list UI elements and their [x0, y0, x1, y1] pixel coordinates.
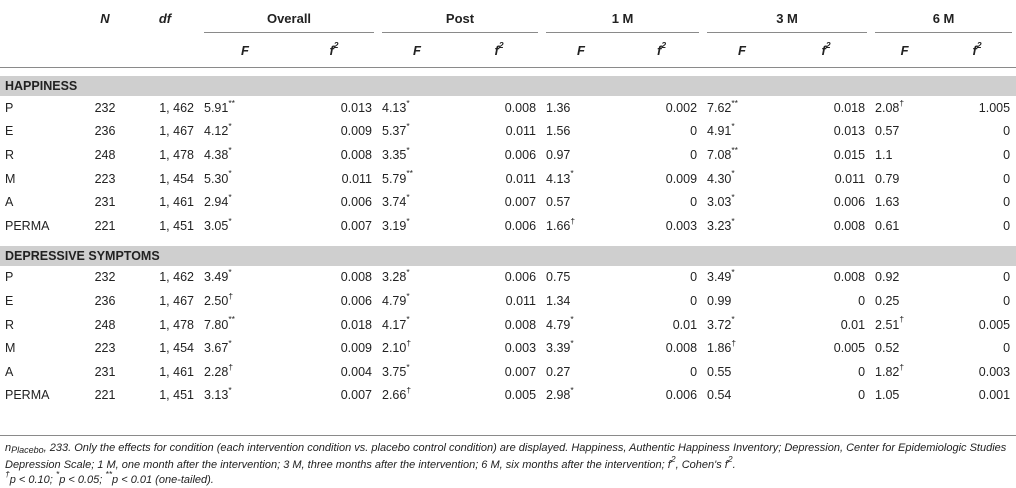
significance-marker: *	[570, 314, 574, 325]
table-row	[0, 120, 1016, 144]
cell-f2: 0.006	[340, 293, 372, 308]
cell-n: 221	[94, 388, 116, 403]
table-row	[0, 384, 1016, 408]
cell-f2: 0.009	[665, 171, 698, 186]
cell-f2: 0	[858, 293, 866, 308]
cell-f2: 0	[1003, 341, 1011, 356]
cell-f2: 0.006	[833, 195, 866, 210]
significance-marker: †	[899, 97, 905, 108]
cell-f: 3.35*	[382, 144, 410, 162]
header-6m: 6 M	[871, 3, 1016, 33]
superscript-2: 2	[976, 40, 982, 51]
cell-f2: 0.009	[340, 341, 372, 356]
cell-f: 2.08†	[875, 97, 905, 115]
footnote-line-1	[5, 441, 1011, 473]
header-post: Post	[378, 3, 542, 33]
cell-f: 0.61	[875, 218, 900, 233]
cell-f2: 0.006	[504, 218, 537, 233]
cell-df: 1, 461	[159, 364, 194, 379]
cell-df: 1, 462	[159, 100, 194, 115]
significance-marker: *	[570, 168, 574, 179]
significance-marker: *	[731, 192, 735, 203]
cell-f: 0.54	[707, 388, 732, 403]
header-sub-empty	[0, 33, 80, 68]
table-row	[0, 214, 1016, 238]
header-f: F	[200, 33, 290, 68]
significance-marker: *	[228, 144, 232, 155]
cell-f: 4.17*	[382, 314, 410, 332]
cell-f: 0.92	[875, 270, 900, 285]
cell-f2: 0.011	[341, 171, 372, 186]
footnote-pvalue-text: p < 0.01 (one-tailed).	[112, 474, 214, 486]
cell-f2: 0.01	[672, 317, 698, 332]
cell-f2: 0	[1003, 218, 1011, 233]
row-label: P	[5, 100, 14, 115]
header-f2: $f^2$	[938, 33, 1016, 68]
cell-f: 3.67*	[204, 337, 232, 356]
row-label: M	[5, 341, 16, 356]
cell-f: 1.86†	[707, 337, 737, 356]
section-header	[0, 246, 1016, 266]
cell-f: 0.97	[546, 147, 571, 162]
significance-marker: *	[731, 267, 735, 278]
cell-df: 1, 451	[159, 218, 194, 233]
spacer-cell	[0, 68, 1016, 77]
significance-marker: †	[570, 215, 576, 226]
header-row-groups	[0, 3, 1016, 33]
cell-f: 4.91*	[707, 121, 735, 139]
cell-f2: 0.005	[978, 317, 1011, 332]
header-3m: 3 M	[703, 3, 871, 33]
cell-f: 3.72*	[707, 314, 735, 332]
cell-f2: 0.013	[340, 100, 372, 115]
cell-f: 3.49*	[204, 267, 232, 285]
cell-f2: 1.005	[978, 100, 1011, 115]
row-label: R	[5, 317, 15, 332]
header-f: F	[378, 33, 456, 68]
significance-marker: *	[731, 314, 735, 325]
section-spacer	[0, 68, 1016, 77]
cell-f2: 0.006	[665, 388, 698, 403]
cell-f2: 0.018	[833, 100, 866, 115]
significance-marker: *	[228, 192, 232, 203]
cell-df: 1, 454	[159, 171, 194, 186]
cell-n: 236	[94, 124, 116, 139]
superscript-2: 2	[661, 40, 667, 51]
double-star-symbol: **	[105, 469, 113, 480]
cell-f2: 0	[690, 124, 698, 139]
significance-marker: *	[228, 168, 232, 179]
cell-f: 7.62**	[707, 97, 738, 115]
star-symbol: *	[55, 469, 60, 480]
cell-f: 1.34	[546, 293, 571, 308]
header-f: F	[703, 33, 781, 68]
row-label: E	[5, 293, 14, 308]
cell-f: 0.79	[875, 171, 900, 186]
cell-f: 4.79*	[382, 290, 410, 308]
cell-f: 4.30*	[707, 168, 735, 186]
footnote-text: , 233. Only the effects for condition (each intervention condition vs. placebo control condition) are displayed. Happiness, Authentic Happiness Inventory; Depression, Center for Epidemiologic Studies Depression Scale; 1 M, one month after the intervention; 3 M, three months after the intervention; 6 M, six months after the intervention; f	[5, 442, 1007, 471]
footnote-text-mid: , Cohen's f	[675, 459, 728, 471]
table-row	[0, 266, 1016, 290]
cell-f: 4.38*	[204, 144, 232, 162]
cell-f2: 0.008	[340, 147, 372, 162]
header-f2: $f^2$	[781, 33, 871, 68]
significance-marker: †	[731, 337, 737, 348]
footnote-n: n	[5, 442, 12, 454]
significance-marker: *	[228, 385, 232, 396]
significance-marker: *	[228, 215, 232, 226]
cell-df: 1, 478	[159, 147, 194, 162]
cell-f: 4.79*	[546, 314, 574, 332]
cell-f: 4.12*	[204, 121, 232, 139]
cell-f2: 0.007	[504, 195, 537, 210]
table-bottom-rule	[0, 435, 1016, 436]
header-df: df	[158, 10, 172, 26]
cell-n: 248	[94, 147, 116, 162]
cell-f2: 0.008	[504, 317, 537, 332]
cell-f2: 0	[1003, 293, 1011, 308]
cell-f2: 0.005	[833, 341, 866, 356]
cell-f: 0.27	[546, 364, 571, 379]
cell-f: 3.19*	[382, 215, 410, 233]
cell-f: 4.13*	[546, 168, 574, 186]
significance-marker: *	[731, 215, 735, 226]
cell-f2: 0.008	[504, 100, 537, 115]
cell-n: 248	[94, 317, 116, 332]
table-row	[0, 167, 1016, 191]
table-row	[0, 96, 1016, 120]
header-f2: $f^2$	[290, 33, 378, 68]
cell-f2: 0.006	[504, 147, 537, 162]
cell-f2: 0	[690, 270, 698, 285]
significance-marker: *	[731, 168, 735, 179]
significance-marker: *	[570, 385, 574, 396]
cell-f2: 0.006	[504, 270, 537, 285]
significance-marker: *	[406, 361, 410, 372]
header-n: N	[100, 10, 110, 26]
header-empty	[0, 3, 80, 33]
significance-marker: *	[406, 144, 410, 155]
spacer-cell	[0, 238, 1016, 246]
significance-marker: †	[228, 290, 234, 301]
cell-f: 3.28*	[382, 267, 410, 285]
significance-marker: *	[406, 121, 410, 132]
cell-f2: 0.011	[505, 171, 537, 186]
cell-f: 0.75	[546, 270, 571, 285]
cell-f2: 0.001	[978, 388, 1011, 403]
cell-df: 1, 467	[159, 293, 194, 308]
row-label: PERMA	[5, 388, 50, 403]
significance-marker: †	[899, 361, 905, 372]
cell-f: 1.82†	[875, 361, 905, 379]
significance-marker: †	[228, 361, 234, 372]
cell-n: 221	[94, 218, 116, 233]
superscript-2: 2	[498, 40, 504, 51]
table-body	[0, 68, 1016, 408]
cell-f: 7.08**	[707, 144, 738, 162]
table-row	[0, 143, 1016, 167]
cell-n: 223	[94, 341, 116, 356]
cell-f2: 0.005	[504, 388, 537, 403]
cell-n: 232	[94, 270, 116, 285]
cell-f2: 0.003	[978, 364, 1011, 379]
cell-f: 3.13*	[204, 385, 232, 403]
cell-f2: 0	[1003, 124, 1011, 139]
cell-df: 1, 461	[159, 195, 194, 210]
cell-f2: 0	[690, 195, 698, 210]
footnote-pvalue-text: p < 0.05;	[59, 474, 106, 486]
cell-f2: 0	[690, 364, 698, 379]
cell-f2: 0	[1003, 195, 1011, 210]
cell-f2: 0.008	[833, 218, 866, 233]
cell-f2: 0.007	[504, 364, 537, 379]
header-f2: $f^2$	[620, 33, 703, 68]
cell-f: 2.10†	[382, 337, 412, 356]
significance-marker: *	[406, 97, 410, 108]
row-label: M	[5, 171, 16, 186]
cell-n: 232	[94, 100, 116, 115]
significance-marker: †	[899, 314, 905, 325]
cell-f2: 0.008	[665, 341, 698, 356]
cell-f: 4.13*	[382, 97, 410, 115]
cell-f: 3.03*	[707, 192, 735, 210]
cell-f2: 0	[1003, 270, 1011, 285]
cell-f2: 0.009	[340, 124, 372, 139]
significance-marker: **	[228, 97, 235, 108]
table-row	[0, 360, 1016, 384]
cell-f2: 0	[690, 147, 698, 162]
table-row	[0, 313, 1016, 337]
header-f: F	[871, 33, 938, 68]
cell-f2: 0.007	[340, 218, 372, 233]
cell-f2: 0	[690, 293, 698, 308]
cell-f2: 0.007	[340, 388, 372, 403]
cell-f2: 0.002	[665, 100, 698, 115]
significance-marker: *	[406, 314, 410, 325]
cell-f2: 0.01	[840, 317, 866, 332]
cell-f: 5.30*	[204, 168, 232, 186]
cell-f2: 0	[858, 364, 866, 379]
cell-f: 0.25	[875, 293, 900, 308]
results-table	[0, 3, 1016, 407]
cell-f: 1.36	[546, 100, 571, 115]
cell-f2: 0.004	[340, 364, 372, 379]
cell-f: 3.39*	[546, 337, 574, 356]
cell-f: 1.63	[875, 195, 900, 210]
cell-f: 0.57	[875, 124, 900, 139]
table-row	[0, 190, 1016, 214]
row-label: PERMA	[5, 218, 50, 233]
cell-f2: 0	[1003, 147, 1011, 162]
cell-f: 2.66†	[382, 385, 412, 403]
cell-f: 2.51†	[875, 314, 905, 332]
row-label: A	[5, 195, 14, 210]
cell-f2: 0.013	[833, 124, 866, 139]
section-header	[0, 76, 1016, 96]
footnote-line-2	[5, 469, 1011, 488]
cell-n: 231	[94, 195, 116, 210]
significance-marker: *	[406, 267, 410, 278]
table-footnote	[5, 441, 1011, 488]
row-label: E	[5, 124, 14, 139]
cell-f: 3.75*	[382, 361, 410, 379]
cell-f2: 0.008	[833, 270, 866, 285]
footnote-n-subscript: Placebo	[11, 445, 44, 455]
section-spacer	[0, 238, 1016, 246]
cell-f2: 0.015	[833, 147, 866, 162]
significance-marker: †	[406, 385, 412, 396]
cell-n: 231	[94, 364, 116, 379]
cell-f: 7.80**	[204, 314, 235, 332]
cell-df: 1, 478	[159, 317, 194, 332]
cell-f: 1.56	[546, 124, 571, 139]
header-sub-empty	[80, 33, 130, 68]
superscript-2: 2	[333, 40, 339, 51]
cell-f2: 0.018	[340, 317, 372, 332]
cell-f2: 0.003	[665, 218, 698, 233]
table-row	[0, 289, 1016, 313]
significance-marker: *	[406, 192, 410, 203]
cell-n: 236	[94, 293, 116, 308]
row-label: P	[5, 270, 14, 285]
cell-f: 5.91**	[204, 97, 235, 115]
cell-f: 3.23*	[707, 215, 735, 233]
cell-f: 5.79**	[382, 168, 413, 186]
cell-f: 2.98*	[546, 385, 574, 403]
significance-marker: *	[228, 337, 232, 348]
table-row	[0, 336, 1016, 360]
cell-f: 1.05	[875, 388, 900, 403]
cell-df: 1, 451	[159, 388, 194, 403]
cell-f2: 0	[1003, 171, 1011, 186]
cell-f: 3.74*	[382, 192, 410, 210]
cell-df: 1, 467	[159, 124, 194, 139]
cell-f: 3.05*	[204, 215, 232, 233]
header-row-stats	[0, 33, 1016, 68]
cell-f2: 0.011	[834, 171, 866, 186]
footnote-text-end: .	[732, 459, 736, 471]
row-label: R	[5, 147, 15, 162]
dagger-symbol: †	[5, 469, 10, 480]
significance-marker: *	[406, 215, 410, 226]
cell-df: 1, 454	[159, 341, 194, 356]
cell-f2: 0.006	[340, 195, 372, 210]
section-title: HAPPINESS	[0, 76, 1016, 96]
cell-f: 0.52	[875, 341, 900, 356]
cell-f: 0.55	[707, 364, 732, 379]
cell-f: 2.94*	[204, 192, 232, 210]
section-title: DEPRESSIVE SYMPTOMS	[0, 246, 1016, 266]
footnote-sup: 2	[670, 454, 676, 465]
header-f2: $f^2$	[456, 33, 542, 68]
cell-f2: 0.008	[340, 270, 372, 285]
significance-marker: *	[228, 121, 232, 132]
significance-marker: *	[228, 267, 232, 278]
cell-f: 0.99	[707, 293, 732, 308]
significance-marker: **	[406, 168, 413, 179]
significance-marker: *	[731, 121, 735, 132]
cell-f: 3.49*	[707, 267, 735, 285]
significance-marker: **	[731, 97, 738, 108]
significance-marker: †	[406, 337, 412, 348]
superscript-2: 2	[825, 40, 831, 51]
significance-marker: *	[406, 290, 410, 301]
row-label: A	[5, 364, 14, 379]
cell-f: 5.37*	[382, 121, 410, 139]
cell-f: 1.66†	[546, 215, 576, 233]
cell-f: 2.28†	[204, 361, 234, 379]
header-sub-empty	[130, 33, 200, 68]
cell-f: 1.1	[875, 147, 893, 162]
cell-f2: 0	[858, 388, 866, 403]
cell-df: 1, 462	[159, 270, 194, 285]
significance-marker: **	[228, 314, 235, 325]
header-overall: Overall	[200, 3, 378, 33]
header-1m: 1 M	[542, 3, 703, 33]
footnote-pvalue-text: p < 0.10;	[9, 474, 56, 486]
significance-marker: *	[570, 337, 574, 348]
cell-f2: 0.011	[505, 293, 537, 308]
cell-f: 2.50†	[204, 290, 234, 308]
significance-marker: **	[731, 144, 738, 155]
header-f: F	[542, 33, 620, 68]
cell-n: 223	[94, 171, 116, 186]
cell-f2: 0.011	[505, 124, 537, 139]
cell-f2: 0.003	[504, 341, 537, 356]
cell-f: 0.57	[546, 195, 571, 210]
footnote-sup: 2	[727, 454, 733, 465]
